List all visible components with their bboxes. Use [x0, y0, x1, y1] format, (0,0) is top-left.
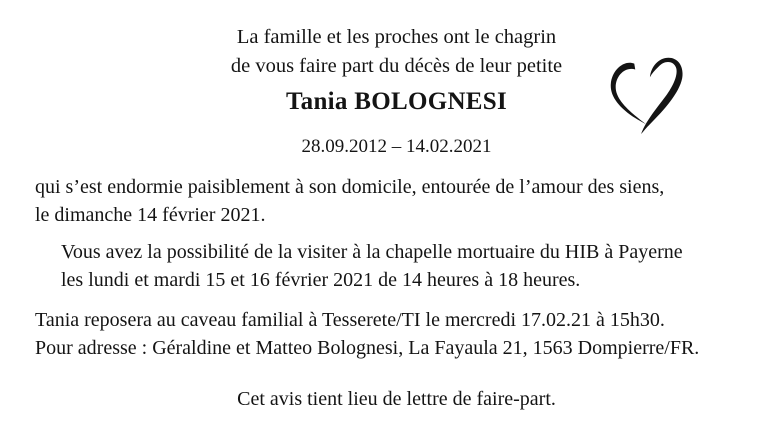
paragraph-burial-and-address: [35, 307, 699, 362]
closing-line: Cet avis tient lieu de lettre de faire-part.: [237, 388, 556, 410]
paragraph-line: le dimanche 14 février 2021.: [35, 203, 266, 226]
deceased-name: Tania BOLOGNESI: [285, 88, 508, 115]
paragraph-line: Vous avez la possibilité de la visiter à la chapelle mortuaire du HIB à Payerne: [61, 241, 683, 263]
paragraph-line: les lundi et mardi 15 et 16 février 2021 de 14 heures à 18 heures.: [61, 268, 581, 291]
paragraph-line: Tania reposera au caveau familial à Tesserete/TI le mercredi 17.02.21 à 15h30.: [35, 309, 665, 331]
paragraph-line: Pour adresse : Géraldine et Matteo Bolognesi, La Fayaula 21, 1563 Dompierre/FR.: [35, 336, 700, 359]
intro-line-2: de vous faire part du décès de leur petite: [230, 55, 563, 77]
paragraph-line: qui s’est endormie paisiblement à son domicile, entourée de l’amour des siens,: [35, 176, 665, 198]
intro-line-1: La famille et les proches ont le chagrin: [236, 26, 557, 48]
life-dates: 28.09.2012 – 14.02.2021: [301, 136, 492, 157]
paragraph-visitation-info: [61, 239, 683, 294]
paragraph-death-circumstances: [35, 174, 664, 229]
